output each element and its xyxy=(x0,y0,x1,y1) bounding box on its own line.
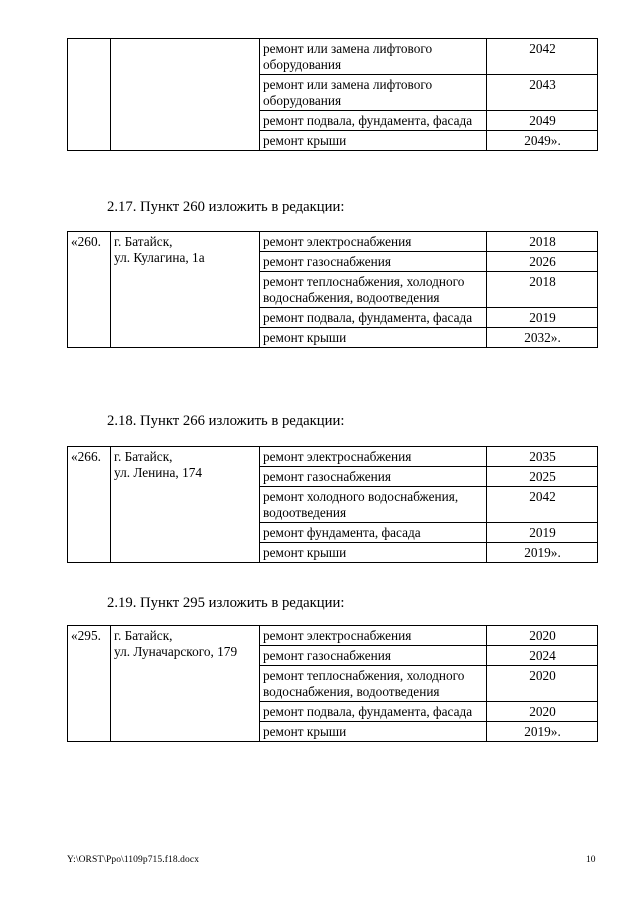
work-cell: ремонт подвала, фундамента, фасада xyxy=(260,308,487,328)
year-cell: 2026 xyxy=(487,252,598,272)
item-number-cell xyxy=(68,39,111,151)
address-street: ул. Кулагина, 1а xyxy=(114,250,205,265)
work-cell: ремонт теплоснабжения, холодного водоснабжения, водоотведения xyxy=(260,272,487,308)
table-row xyxy=(68,447,598,467)
address-cell xyxy=(111,39,260,151)
year-cell: 2020 xyxy=(487,626,598,646)
year-cell: 2032». xyxy=(487,328,598,348)
year-cell: 2049 xyxy=(487,111,598,131)
table-row xyxy=(68,626,598,646)
item-number-cell: «260. xyxy=(68,232,111,348)
year-cell: 2019 xyxy=(487,308,598,328)
work-cell: ремонт электроснабжения xyxy=(260,447,487,467)
work-cell: ремонт электроснабжения xyxy=(260,232,487,252)
work-cell: ремонт подвала, фундамента, фасада xyxy=(260,702,487,722)
table-row xyxy=(68,232,598,252)
work-cell: ремонт газоснабжения xyxy=(260,252,487,272)
work-cell: ремонт холодного водоснабжения, водоотведения xyxy=(260,487,487,523)
year-cell: 2019». xyxy=(487,722,598,742)
address-cell xyxy=(111,447,260,563)
year-cell: 2049». xyxy=(487,131,598,151)
address-street: ул. Ленина, 174 xyxy=(114,465,203,480)
work-cell: ремонт крыши xyxy=(260,722,487,742)
paragraph-2-18: 2.18. Пункт 266 изложить в редакции: xyxy=(107,413,345,429)
work-cell: ремонт крыши xyxy=(260,131,487,151)
work-cell: ремонт крыши xyxy=(260,543,487,563)
work-cell: ремонт подвала, фундамента, фасада xyxy=(260,111,487,131)
paragraph-2-17: 2.17. Пункт 260 изложить в редакции: xyxy=(107,199,345,215)
year-cell: 2019 xyxy=(487,523,598,543)
paragraph-2-19: 2.19. Пункт 295 изложить в редакции: xyxy=(107,595,345,611)
item-number-cell: «266. xyxy=(68,447,111,563)
work-cell: ремонт газоснабжения xyxy=(260,646,487,666)
year-cell: 2020 xyxy=(487,666,598,702)
year-cell: 2042 xyxy=(487,487,598,523)
repair-table-260 xyxy=(67,231,598,348)
work-cell: ремонт или замена лифтового оборудования xyxy=(260,39,487,75)
work-cell: ремонт газоснабжения xyxy=(260,467,487,487)
year-cell: 2025 xyxy=(487,467,598,487)
work-cell: ремонт теплоснабжения, холодного водоснабжения, водоотведения xyxy=(260,666,487,702)
item-number-cell: «295. xyxy=(68,626,111,742)
year-cell: 2042 xyxy=(487,39,598,75)
year-cell: 2024 xyxy=(487,646,598,666)
year-cell: 2018 xyxy=(487,232,598,252)
year-cell: 2020 xyxy=(487,702,598,722)
year-cell: 2019». xyxy=(487,543,598,563)
repair-table-continuation xyxy=(67,38,598,151)
address-cell xyxy=(111,626,260,742)
work-cell: ремонт крыши xyxy=(260,328,487,348)
address-city: г. Батайск, xyxy=(114,628,173,643)
address-city: г. Батайск, xyxy=(114,234,173,249)
address-cell xyxy=(111,232,260,348)
work-cell: ремонт фундамента, фасада xyxy=(260,523,487,543)
address-city: г. Батайск, xyxy=(114,449,173,464)
repair-table-266 xyxy=(67,446,598,563)
year-cell: 2043 xyxy=(487,75,598,111)
repair-table-295 xyxy=(67,625,598,742)
work-cell: ремонт или замена лифтового оборудования xyxy=(260,75,487,111)
address-street: ул. Луначарского, 179 xyxy=(114,644,238,659)
footer-file-path: Y:\ORST\Ppo\1109p715.f18.docx xyxy=(67,855,200,865)
table-row xyxy=(68,39,598,75)
page-number: 10 xyxy=(586,855,596,865)
work-cell: ремонт электроснабжения xyxy=(260,626,487,646)
year-cell: 2018 xyxy=(487,272,598,308)
year-cell: 2035 xyxy=(487,447,598,467)
